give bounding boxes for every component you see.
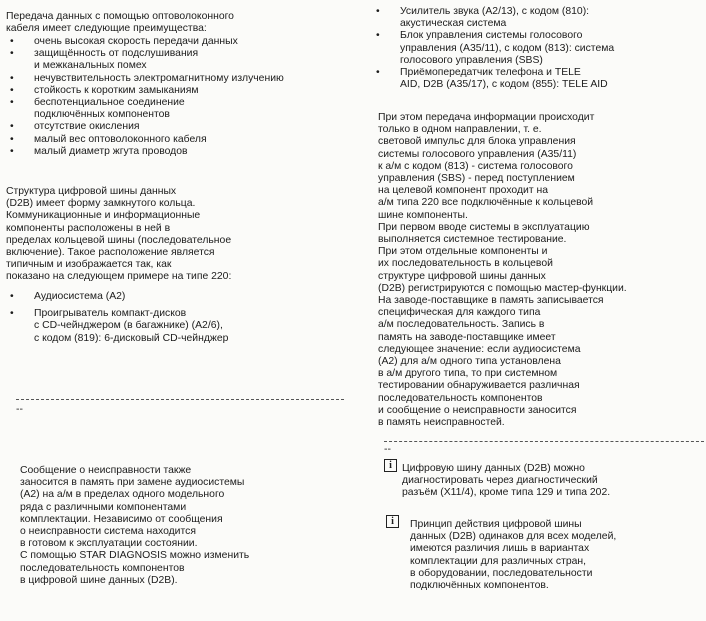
list-item bbox=[6, 73, 346, 85]
text-line: голосового управления (SBS) bbox=[400, 54, 543, 66]
text-line: специфическая для каждого типа bbox=[378, 307, 541, 319]
text-line: • Усилитель звука (А2/13), с кодом (810): bbox=[400, 6, 590, 17]
list-item bbox=[372, 6, 698, 30]
list-item bbox=[6, 121, 346, 133]
text-line: шине компоненты. bbox=[378, 209, 468, 221]
text-line: память на заводе-поставщике имеет bbox=[378, 331, 556, 343]
separator-dashes: -- bbox=[384, 444, 391, 455]
text-line: компоненты расположены в ней в bbox=[6, 222, 171, 234]
list-item bbox=[6, 97, 346, 121]
text-line: и межканальных помех bbox=[34, 60, 147, 72]
info-icon: i bbox=[384, 459, 397, 472]
text-line: в память неисправностей. bbox=[378, 417, 505, 429]
text-line: При этом отдельные компоненты и bbox=[378, 246, 548, 258]
list-item bbox=[6, 85, 346, 97]
text-line: На заводе-поставщике в память записывается bbox=[378, 295, 604, 307]
text-line: тестировании обнаруживается различная bbox=[378, 380, 580, 392]
text-line: комплектации для различных стран, bbox=[410, 555, 587, 567]
text-line: а/м последовательность. Запись в bbox=[378, 319, 545, 331]
text-line: (А2) на а/м в пределах одного модельного bbox=[20, 489, 225, 501]
text-line: Коммуникационные и информационные bbox=[6, 210, 201, 222]
text-line: их последовательность в кольцевой bbox=[378, 258, 553, 270]
text-line: последовательность компонентов bbox=[378, 392, 543, 404]
text-line: показано на следующем примере на типе 220: bbox=[6, 271, 232, 283]
list-item bbox=[6, 146, 346, 158]
text-line: разъём (Х11/4), кроме типа 129 и типа 202. bbox=[402, 487, 611, 499]
text-line: Сообщение о неисправности также bbox=[20, 465, 192, 476]
text-line: • отсутствие окисления bbox=[34, 121, 140, 133]
text-line: • очень высокая скорость передачи данных bbox=[34, 36, 238, 47]
text-line: световой импульс для блока управления bbox=[378, 136, 576, 148]
text-line: Структура цифровой шины данных bbox=[6, 186, 177, 197]
text-line: • Блок управления системы голосового bbox=[400, 30, 583, 42]
text-line: управления (SBS) - перед поступлением bbox=[378, 173, 575, 185]
text-line: (D2B) регистрируются с помощью мастер-функции. bbox=[378, 282, 627, 294]
text-line: в оборудовании, последовательности bbox=[410, 567, 593, 579]
text-line: в готовом к эксплуатации состоянии. bbox=[20, 538, 198, 550]
text-line: (D2B) имеет форму замкнутого кольца. bbox=[6, 198, 196, 210]
text-line: включение). Такое расположение является bbox=[6, 247, 215, 259]
text-line: кабеля имеет следующие преимущества: bbox=[6, 23, 207, 35]
text-line: и сообщение о неисправности заносится bbox=[378, 404, 577, 416]
list-item bbox=[6, 48, 346, 72]
text-line: управления (А35/11), с кодом (813): система bbox=[400, 42, 615, 54]
text-line: При этом передача информации происходит bbox=[378, 112, 595, 123]
text-line: • защищённость от подслушивания bbox=[34, 48, 199, 60]
text-line: • Приёмопередатчик телефона и TELE bbox=[400, 67, 581, 79]
text-line: с кодом (819): 6-дисковый CD-чейнджер bbox=[34, 332, 229, 344]
text-line: пределах кольцевой шины (последовательное bbox=[6, 234, 232, 246]
text-line: заносится в память при замене аудиосистемы bbox=[20, 477, 245, 489]
principle-note bbox=[410, 519, 616, 592]
text-line: • нечувствительность электромагнитному излучению bbox=[34, 72, 284, 84]
info-icon: i bbox=[386, 515, 399, 528]
text-line: При первом вводе системы в эксплуатацию bbox=[378, 221, 590, 233]
list-item bbox=[372, 67, 698, 91]
text-line: • Проигрыватель компакт-дисков bbox=[34, 308, 187, 320]
separator-line bbox=[16, 399, 344, 400]
diagnostic-note bbox=[402, 463, 610, 500]
text-line: AID, D2B (A35/17), с кодом (855): TELE AID bbox=[400, 79, 608, 91]
structure-paragraph bbox=[6, 186, 231, 284]
separator-dashes: -- bbox=[16, 404, 23, 415]
text-line: акустическая система bbox=[400, 18, 507, 30]
text-line: Цифровую шину данных (D2B) можно bbox=[402, 463, 585, 474]
text-line: • стойкость к коротким замыканиям bbox=[34, 84, 199, 96]
advantages-list bbox=[6, 36, 346, 158]
text-line: на целевой компонент проходит на bbox=[378, 185, 549, 197]
text-line: только в одном направлении, т. е. bbox=[378, 124, 542, 136]
text-line: выполняется системное тестирование. bbox=[378, 234, 567, 246]
text-line: Принцип действия цифровой шины bbox=[410, 519, 582, 530]
text-line: имеются различия лишь в вариантах bbox=[410, 543, 590, 555]
text-line: в цифровой шине данных (D2B). bbox=[20, 574, 178, 586]
list-item bbox=[372, 30, 698, 67]
text-line: системы голосового управления (А35/11) bbox=[378, 148, 577, 160]
text-line: с CD-чейнджером (в багажнике) (А2/6), bbox=[34, 320, 223, 332]
text-line: Передача данных с помощью оптоволоконного bbox=[6, 11, 234, 22]
text-line: к а/м с кодом (813) - система голосового bbox=[378, 160, 573, 172]
list-item bbox=[6, 291, 346, 303]
list-item bbox=[6, 308, 346, 345]
text-line: типичным и изображается так, как bbox=[6, 259, 172, 271]
text-line: а/м типа 220 все подключённые к кольцевой bbox=[378, 197, 594, 209]
text-line: структуре цифровой шины данных bbox=[378, 270, 546, 282]
text-line: С помощью STAR DIAGNOSIS можно изменить bbox=[20, 550, 250, 562]
intro-paragraph bbox=[6, 11, 234, 35]
fault-paragraph bbox=[20, 465, 249, 587]
text-line: (А2) для а/м одного типа установлена bbox=[378, 356, 561, 368]
text-line: подключённых компонентов bbox=[34, 109, 170, 121]
text-line: подключённых компонентов. bbox=[410, 580, 549, 592]
text-line: комплектации. Независимо от сообщения bbox=[20, 513, 223, 525]
text-line: следующее значение: если аудиосистема bbox=[378, 343, 581, 355]
text-line: в а/м другого типа, то при системном bbox=[378, 368, 558, 380]
text-line: последовательность компонентов bbox=[20, 562, 185, 574]
text-line: ряда с различными компонентами bbox=[20, 501, 187, 513]
list-item bbox=[6, 134, 346, 146]
list-item bbox=[6, 36, 346, 48]
components-list-left bbox=[6, 291, 346, 345]
text-line: данных (D2B) одинаков для всех моделей, bbox=[410, 531, 617, 543]
text-line: • беспотенциальное соединение bbox=[34, 97, 185, 109]
components-list-right bbox=[372, 6, 698, 91]
text-line: • малый диаметр жгута проводов bbox=[34, 145, 188, 157]
text-line: • Аудиосистема (А2) bbox=[34, 291, 126, 302]
text-line: диагностировать через диагностический bbox=[402, 475, 598, 487]
text-line: о неисправности система находится bbox=[20, 526, 196, 538]
text-line: • малый вес оптоволоконного кабеля bbox=[34, 133, 207, 145]
separator-line bbox=[384, 441, 704, 442]
transfer-paragraph bbox=[378, 112, 627, 429]
